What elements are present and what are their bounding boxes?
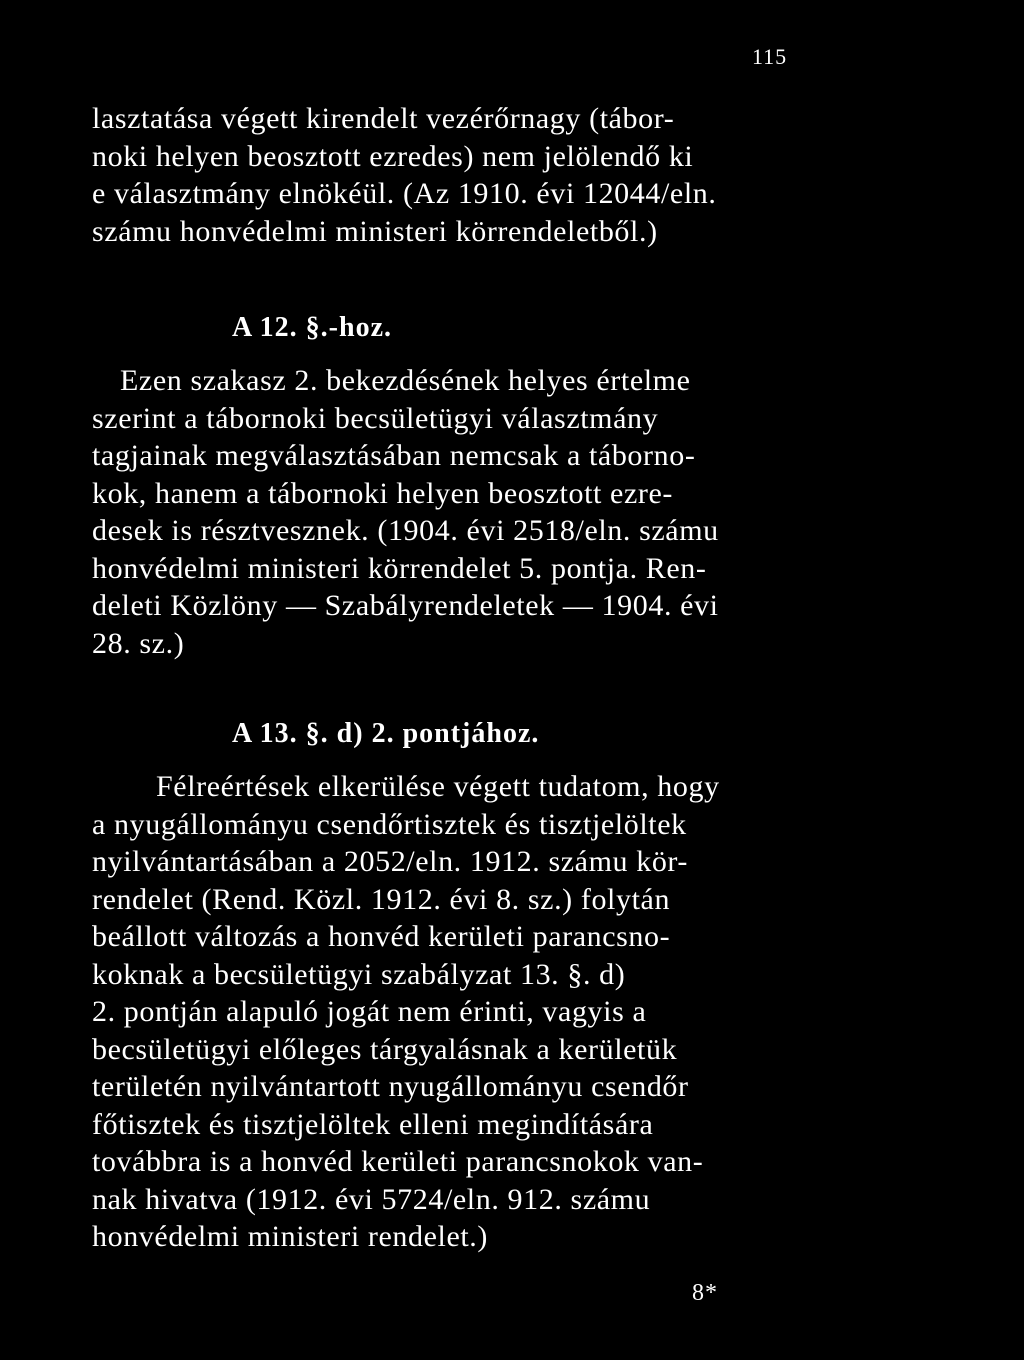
text-line: továbbra is a honvéd kerületi parancsnokok van- (92, 1145, 704, 1178)
text-line: noki helyen beosztott ezredes) nem jelölendő ki (92, 139, 694, 173)
section-heading-13: A 13. §. d) 2. pontjához. (232, 718, 540, 749)
text-line: számu honvédelmi ministeri körrendeletből.) (92, 214, 658, 248)
text-line: tagjainak megválasztásában nemcsak a táborno- (92, 439, 696, 472)
text-line: főtisztek és tisztjelöltek elleni megindítására (92, 1107, 654, 1141)
text-line: beállott változás a honvéd kerületi parancsno- (92, 920, 671, 953)
text-line: honvédelmi ministeri rendelet.) (92, 1220, 488, 1253)
text-line: a nyugállományu csendőrtisztek és tisztjelöltek (92, 807, 687, 841)
text-line: deleti Közlöny — Szabályrendeletek — 1904. évi (92, 589, 719, 622)
text-line: koknak a becsületügyi szabályzat 13. §. d) (92, 957, 626, 991)
text-line: 2. pontján alapuló jogát nem érinti, vagyis a (92, 995, 647, 1028)
text-line: e választmány elnökéül. (Az 1910. évi 12044/eln. (92, 177, 717, 210)
text-line: lasztatása végett kirendelt vezérőrnagy (tábor- (92, 102, 675, 135)
paragraph-1 (92, 100, 792, 250)
text-line: becsületügyi előleges tárgyalásnak a kerületük (92, 1032, 678, 1066)
text-line: nak hivatva (1912. évi 5724/eln. 912. számu (92, 1182, 651, 1216)
page-number: 115 (752, 44, 788, 69)
text-line: Ezen szakasz 2. bekezdésének helyes értelme (120, 364, 691, 397)
text-line: Félreértések elkerülése végett tudatom, hogy (156, 770, 720, 803)
text-line: honvédelmi ministeri körrendelet 5. pontja. Ren- (92, 551, 707, 585)
text-line: kok, hanem a tábornoki helyen beosztott ezre- (92, 476, 673, 510)
section-heading-12: A 12. §.-hoz. (232, 312, 392, 343)
text-line: desek is résztvesznek. (1904. évi 2518/eln. számu (92, 514, 719, 547)
paragraph-2 (92, 362, 792, 662)
text-line: rendelet (Rend. Közl. 1912. évi 8. sz.) folytán (92, 882, 671, 916)
signature-mark: 8* (692, 1280, 718, 1306)
text-line: 28. sz.) (92, 626, 185, 660)
text-line: területén nyilvántartott nyugállományu csendőr (92, 1070, 689, 1103)
text-line: nyilvántartásában a 2052/eln. 1912. számu kör- (92, 845, 689, 878)
text-line: szerint a tábornoki becsületügyi választmány (92, 401, 659, 435)
paragraph-3 (92, 768, 792, 1256)
